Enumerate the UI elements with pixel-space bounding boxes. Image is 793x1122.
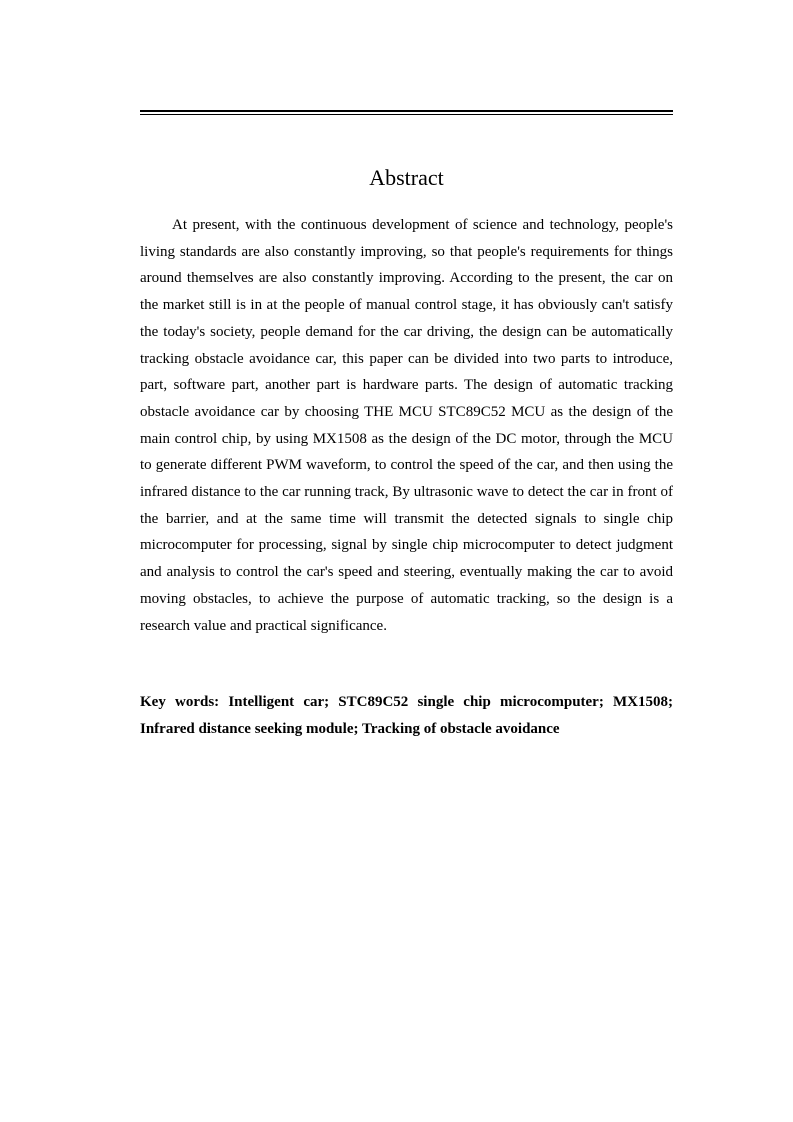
abstract-title: Abstract	[369, 164, 444, 190]
keywords-paragraph: Key words: Intelligent car; STC89C52 single chip microcomputer; MX1508; Infrared distance seeking module; Tracking of obstacle avoidance	[140, 694, 673, 737]
header-double-rule	[140, 110, 673, 115]
abstract-body-paragraph: At present, with the continuous development of science and technology, people's living standards are also constantly improving, so that people's requirements for things around themselves are also constantly improving. According to the present, the car on the market still is in at the people of manual control stage, it has obviously can't satisfy the today's society, people demand for the car driving, the design can be automatically tracking obstacle avoidance car, this paper can be divided into two parts to introduce, part, software part, another part is hardware parts. The design of automatic tracking obstacle avoidance car by choosing THE MCU STC89C52 MCU as the design of the main control chip, by using MX1508 as the design of the DC motor, through the MCU to generate different PWM waveform, to control the speed of the car, and then using the infrared distance to the car running track, By ultrasonic wave to detect the car in front of the barrier, and at the same time will transmit the detected signals to single chip microcomputer for processing, signal by single chip microcomputer to detect judgment and analysis to control the car's speed and steering, eventually making the car to avoid moving obstacles, to achieve the purpose of automatic tracking, so the design is a research value and practical significance.	[140, 217, 673, 634]
